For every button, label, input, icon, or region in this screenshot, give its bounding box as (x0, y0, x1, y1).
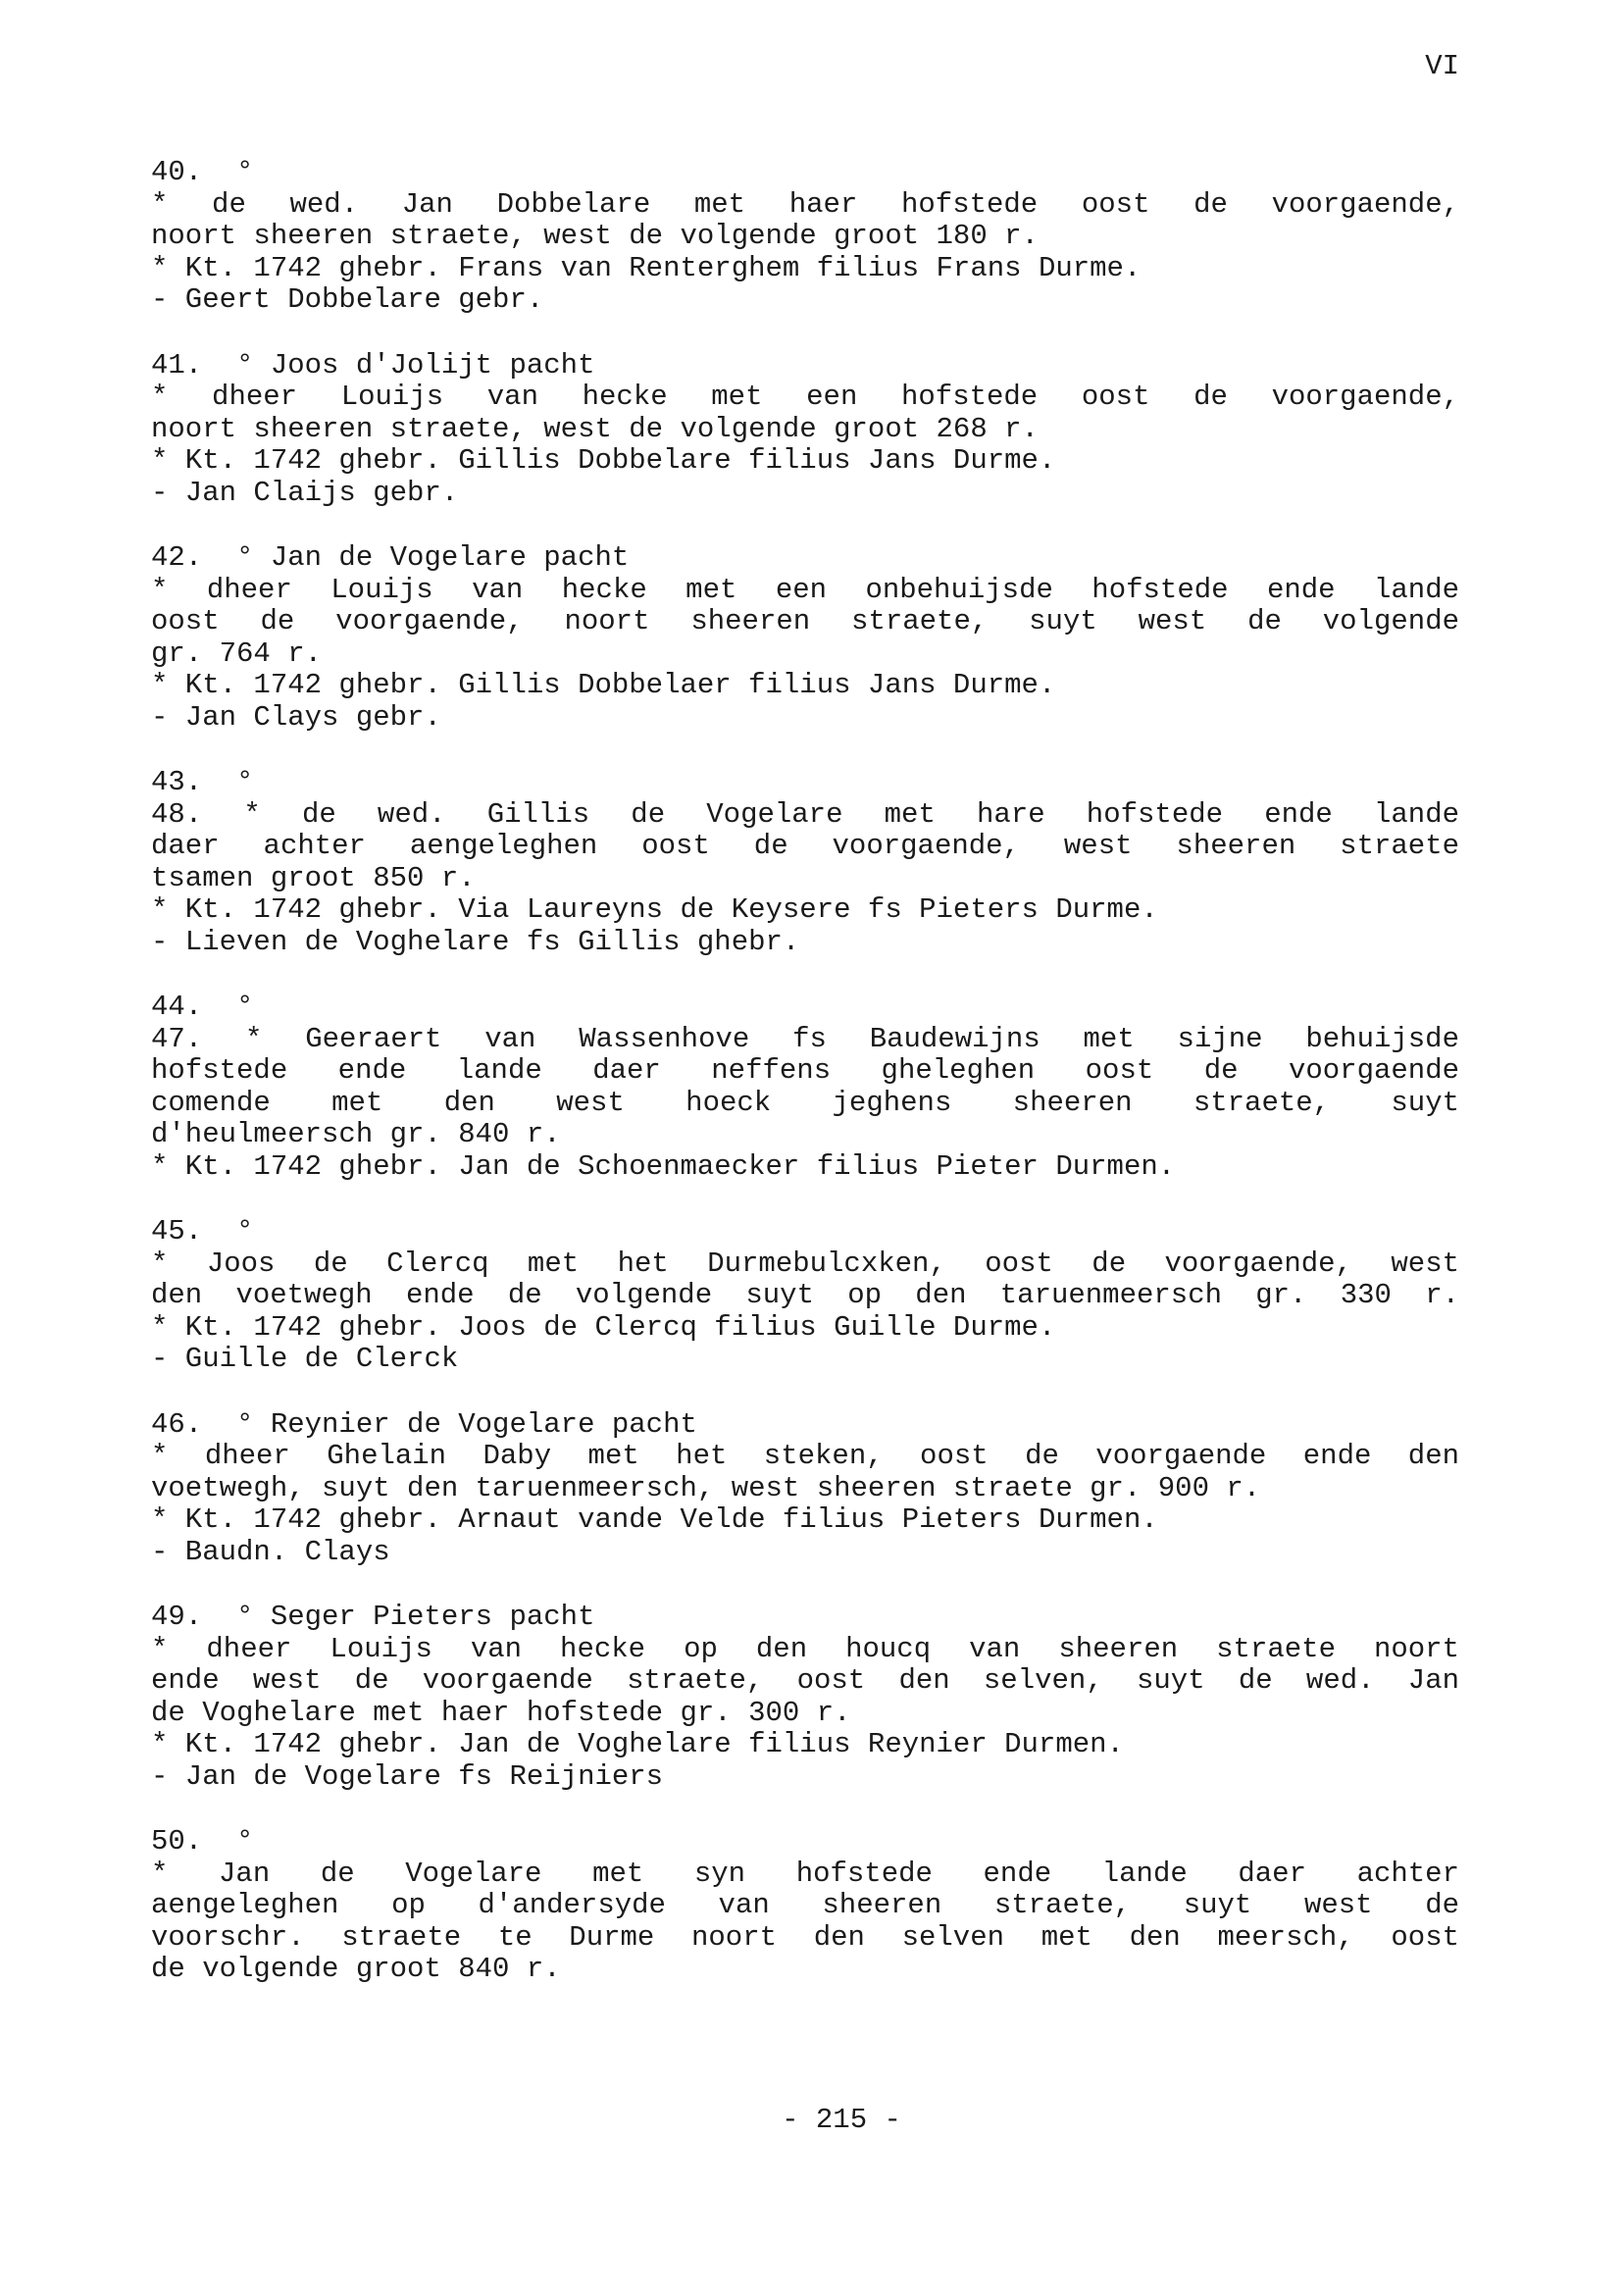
entry-line: * Kt. 1742 ghebr. Jan de Voghelare filius Reynier Durmen. (151, 1728, 1124, 1760)
parcel-entry (151, 1216, 1459, 1376)
parcel-entry (151, 350, 1459, 510)
entry-line: de Voghelare met haer hofstede gr. 300 r. (151, 1696, 851, 1729)
entry-line: 47. * Geeraert van Wassenhove fs Baudewijns met sijne behuijsde (151, 1022, 1459, 1055)
parcel-entry (151, 1826, 1459, 1986)
entry-heading: 41. ° Joos d'Jolijt pacht (151, 348, 595, 382)
entry-heading: 50. ° (151, 1825, 254, 1858)
parcel-entry (151, 767, 1459, 958)
entry-line: d'heulmeersch gr. 840 r. (151, 1118, 561, 1150)
entry-heading: 49. ° Seger Pieters pacht (151, 1601, 595, 1633)
entry-line: oost de voorgaende, noort sheeren straete, suyt west de volgende (151, 605, 1459, 637)
entry-heading: 44. ° (151, 991, 254, 1023)
entry-line: daer achter aengeleghen oost de voorgaende, west sheeren straete (151, 830, 1459, 862)
parcel-entry (151, 157, 1459, 317)
entry-line: * Kt. 1742 ghebr. Via Laureyns de Keysere fs Pieters Durme. (151, 893, 1158, 926)
entry-line: - Jan Clays gebr. (151, 700, 441, 734)
entry-line: * dheer Louijs van hecke met een onbehuijsde hofstede ende lande (151, 573, 1459, 606)
entry-line: - Lieven de Voghelare fs Gillis ghebr. (151, 925, 800, 958)
entry-line: voorschr. straete te Durme noort den selven met den meersch, oost (151, 1920, 1459, 1954)
entry-line: * dheer Louijs van hecke met een hofstede oost de voorgaende, (151, 381, 1459, 413)
parcel-entry (151, 992, 1459, 1183)
entry-line: * Jan de Vogelare met syn hofstede ende lande daer achter (151, 1857, 1459, 1890)
entry-line: hofstede ende lande daer neffens gheleghen oost de voorgaende (151, 1054, 1459, 1087)
page-number: - 215 - (782, 2104, 901, 2136)
document-body (151, 157, 1459, 2019)
entry-line: * Kt. 1742 ghebr. Joos de Clercq filius Guille Durme. (151, 1310, 1056, 1344)
entry-line: - Geert Dobbelare gebr. (151, 283, 544, 316)
entry-line: * de wed. Jan Dobbelare met haer hofstede oost de voorgaende, (151, 187, 1459, 221)
parcel-entry (151, 542, 1459, 734)
parcel-entry (151, 1602, 1459, 1793)
parcel-entry (151, 1409, 1459, 1569)
entry-line: * dheer Ghelain Daby met het steken, oost de voorgaende ende den (151, 1440, 1459, 1472)
entry-heading: 40. ° (151, 156, 254, 188)
entry-line: comende met den west hoeck jeghens sheeren straete, suyt (151, 1086, 1459, 1119)
entry-line: den voetwegh ende de volgende suyt op den taruenmeersch gr. 330 r. (151, 1279, 1459, 1311)
entry-line: de volgende groot 840 r. (151, 1953, 561, 1985)
entry-heading: 43. ° (151, 766, 254, 798)
entry-heading: 45. ° (151, 1215, 254, 1247)
entry-line: gr. 764 r. (151, 636, 323, 670)
entry-line: - Baudn. Clays (151, 1535, 390, 1568)
entry-line: * Kt. 1742 ghebr. Gillis Dobbelare filius Jans Durme. (151, 444, 1056, 477)
entry-line: * dheer Louijs van hecke op den houcq van sheeren straete noort (151, 1632, 1459, 1665)
entry-line: tsamen groot 850 r. (151, 861, 476, 894)
entry-line: * Kt. 1742 ghebr. Arnaut vande Velde filius Pieters Durmen. (151, 1503, 1158, 1536)
entry-line: noort sheeren straete, west de volgende groot 180 r. (151, 220, 1039, 252)
entry-line: * Kt. 1742 ghebr. Gillis Dobbelaer filius Jans Durme. (151, 669, 1056, 701)
entry-line: * Joos de Clercq met het Durmebulcxken, oost de voorgaende, west (151, 1247, 1459, 1280)
entry-line: aengeleghen op d'andersyde van sheeren straete, suyt west de (151, 1889, 1459, 1921)
section-marker: VI (1425, 50, 1459, 82)
entry-line: - Jan Claijs gebr. (151, 476, 459, 509)
entry-line: noort sheeren straete, west de volgende groot 268 r. (151, 412, 1039, 445)
entry-line: - Guille de Clerck (151, 1343, 459, 1375)
entry-line: 48. * de wed. Gillis de Vogelare met hare hofstede ende lande (151, 797, 1459, 831)
entry-heading: 46. ° Reynier de Vogelare pacht (151, 1407, 697, 1441)
entry-line: - Jan de Vogelare fs Reijniers (151, 1759, 664, 1793)
entry-line: voetwegh, suyt den taruenmeersch, west sheeren straete gr. 900 r. (151, 1471, 1261, 1504)
entry-line: * Kt. 1742 ghebr. Frans van Renterghem filius Frans Durme. (151, 251, 1142, 284)
entry-line: ende west de voorgaende straete, oost den selven, suyt de wed. Jan (151, 1664, 1459, 1697)
entry-heading: 42. ° Jan de Vogelare pacht (151, 541, 630, 574)
entry-line: * Kt. 1742 ghebr. Jan de Schoenmaecker filius Pieter Durmen. (151, 1149, 1176, 1183)
